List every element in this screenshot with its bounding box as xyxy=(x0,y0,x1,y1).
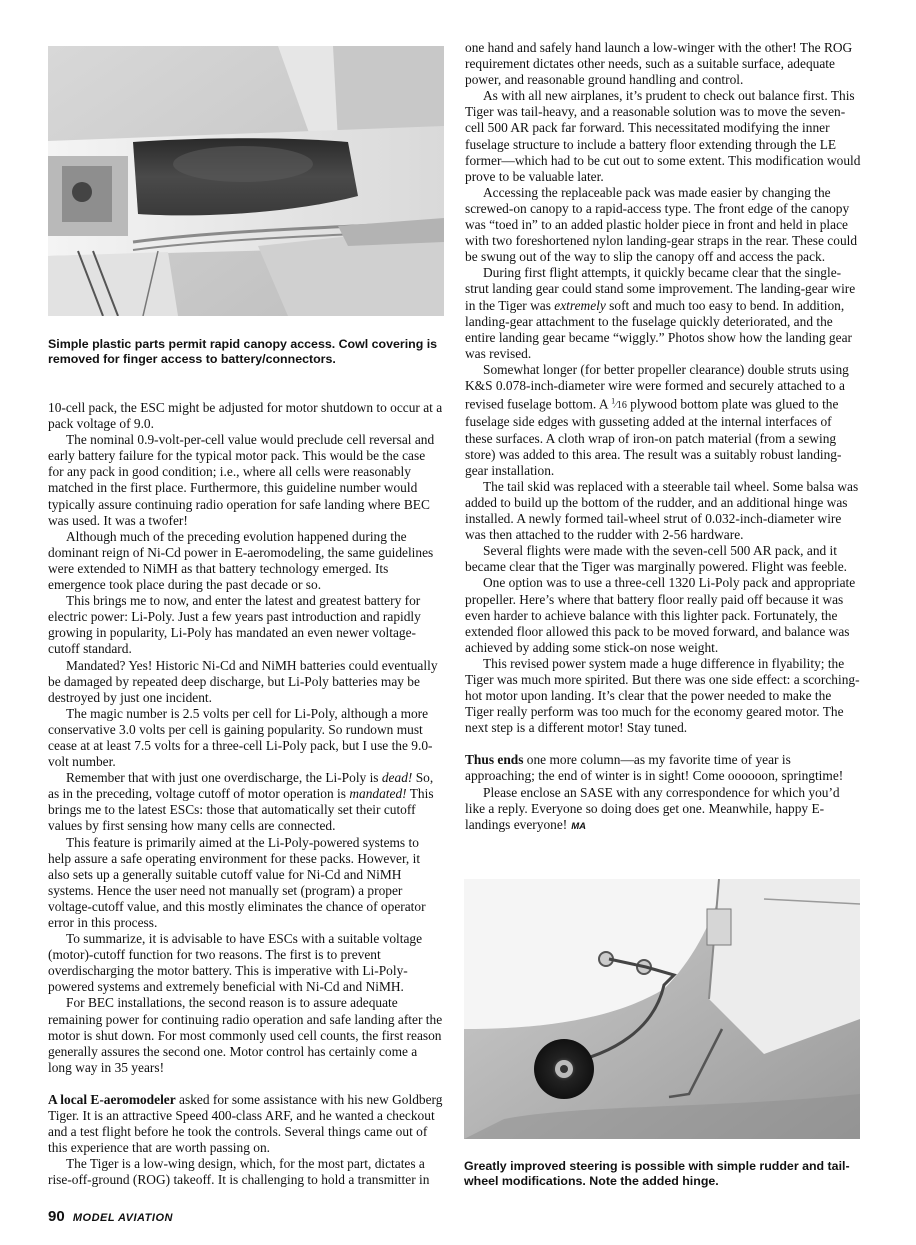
paragraph: Mandated? Yes! Historic Ni-Cd and NiMH batteries could eventually be damaged by repeated deep discharge, but Li-Poly batteries may be destroyed by just one incident. xyxy=(48,657,438,705)
paragraph: This brings me to now, and enter the latest and greatest battery for electric power: Li-Poly. Just a few years past introduction and rapidly growing in popularity, Li-Poly has mandated an even newer voltage-cutoff standard. xyxy=(48,593,421,657)
canopy-photo-caption: Simple plastic parts permit rapid canopy access. Cowl covering is removed for finger access to battery/connectors. xyxy=(48,337,438,366)
paragraph: The nominal 0.9-volt-per-cell value would preclude cell reversal and early battery failure for the typical motor pack. This would be the case for any pack in good condition; i.e., where all cells were reasonably matched in the first place. Furthermore, this guideline number would typically assure continuing radio operation for safe landing where BEC was used. It was a twofer! xyxy=(48,432,435,528)
paragraph xyxy=(465,362,861,479)
page-number: 90 xyxy=(48,1208,65,1225)
paragraph: To summarize, it is advisable to have ESCs with a suitable voltage (motor)-cutoff function for two reasons. The first is to prevent overdischarging the motor battery. This is imperative with Li-Poly-powered systems and extremely beneficial with Ni-Cd and NiMH. xyxy=(48,931,423,995)
emphasis: dead! xyxy=(381,770,413,786)
text-run: This brings me to the latest ESCs: those that automatically set their cutoff values by first sensing how many cells are connected. xyxy=(48,786,434,834)
tail-wheel-photo-illustration xyxy=(464,879,860,1139)
paragraph xyxy=(465,785,861,835)
page-footer xyxy=(48,1208,173,1225)
right-text-column xyxy=(465,40,861,835)
paragraph: one hand and safely hand launch a low-winger with the other! The ROG requirement dictates other needs, such as a suitable surface, adequate power, and reasonable ground handling and control. xyxy=(465,40,853,88)
end-mark: MA xyxy=(571,820,587,832)
left-text-column xyxy=(48,400,444,1189)
paragraph: The tail skid was replaced with a steerable tail wheel. Some balsa was added to build up the bottom of the rudder, and an additional hinge was installed. A newly formed tail-wheel strut of 0.032-inch-diameter wire was then attached to the rudder with 2-56 hardware. xyxy=(465,478,859,543)
section-lead-in: Thus ends xyxy=(465,752,524,768)
text-run: So, as in the preceding, voltage cutoff of motor operation is xyxy=(48,770,434,802)
paragraph xyxy=(465,265,861,362)
text-run: Somewhat longer (for better propeller clearance) double struts using K&S 0.078-inch-diameter wire were formed and securely attached to a revised fuselage bottom. A xyxy=(465,361,849,412)
emphasis: extremely xyxy=(554,297,606,313)
fraction-numerator: 1 xyxy=(611,397,616,407)
section-paragraph xyxy=(48,1092,444,1156)
paragraph: As with all new airplanes, it’s prudent to check out balance first. This Tiger was tail-heavy, and a reasonable solution was to move the seven-cell 500 AR pack far forward. This necessitated modifying the inner fuselage structure to include a battery floor extending through the LE former—which had to be cut out to some extent. This modification would prove to be valuable later. xyxy=(465,88,861,184)
paragraph xyxy=(48,770,444,834)
emphasis: mandated! xyxy=(349,786,407,802)
paragraph: Several flights were made with the seven-cell 500 AR pack, and it became clear that the Tiger was marginally powered. Flight was feeble. xyxy=(465,543,848,575)
paragraph: Although much of the preceding evolution happened during the dominant reign of Ni-Cd power in E-aeromodeling, the same guidelines were extended to NiMH as that battery technology emerged. Its emergence took place during the past decade or so. xyxy=(48,528,434,593)
section-paragraph xyxy=(465,752,861,784)
tail-wheel-photo-caption: Greatly improved steering is possible with simple rudder and tail-wheel modifications. Note the added hinge. xyxy=(464,1159,850,1188)
text-run: one more column—as my favorite time of year is approaching; the end of winter is in sight! Come oooooon, springtime! xyxy=(465,752,844,784)
paragraph: This feature is primarily aimed at the Li-Poly-powered systems to help assure a safe operating environment for these packs. However, it also sets up a generally suitable cutoff value for Ni-Cd and NiMH systems. Hence the user need not manually set (program) a proper voltage-cutoff value, and this mostly eliminates the chance of operator error in this process. xyxy=(48,834,426,930)
tail-wheel-photo xyxy=(464,879,860,1139)
text-run: During first flight attempts, it quickly became clear that the single-strut landing gear could stand some improvement. The landing-gear wire in the Tiger was xyxy=(465,265,856,313)
text-run: Please enclose an SASE with any correspondence for which you’d like a reply. Everyone so doing does get one. Meanwhile, happy E-landings everyone! xyxy=(465,784,840,832)
paragraph: For BEC installations, the second reason is to assure adequate remaining power for continuing radio operation and safe landing after the motor is shut down. For most commonly used cell counts, the first reason generally assures the second one. Motor control has certainly come a long way in 35 years! xyxy=(48,995,443,1075)
text-run: Remember that with just one overdischarge, the Li-Poly is xyxy=(66,770,382,786)
paragraph: This revised power system made a huge difference in flyability; the Tiger was much more spirited. But there was one side effect: a scorching-hot motor upon landing. It’s clear that the power needed to make the Tiger really perform was too much for the economy geared motor. The next step is a different motor! Stay tuned. xyxy=(465,655,860,736)
canopy-photo xyxy=(48,46,444,316)
fraction: $^1$⁄16 xyxy=(611,397,627,412)
paragraph: One option was to use a three-cell 1320 Li-Poly pack and appropriate propeller. Here’s where that battery floor really paid off because it was even harder to achieve balance with this lighter pack. Fortunately, the extended floor allowed this pack to be moved forward, and balance was achieved by adding some stick-on nose weight. xyxy=(465,575,856,655)
canopy-photo-illustration xyxy=(48,46,444,316)
paragraph: Accessing the replaceable pack was made easier by changing the screwed-on canopy to a rapid-access type. The front edge of the canopy was “toed in” to an added plastic holder piece in front and held in place with two foreshortened nylon landing-gear straps in the rear. These could be swung out of the way to slip the canopy off and access the pack. xyxy=(465,184,858,265)
text-run: soft and much too easy to bend. In addition, landing-gear attachment to the fuselage quickly deteriorated, and the entire landing gear became “wiggly.” Photos show how the landing gear was revised. xyxy=(465,297,852,361)
section-lead-in: A local E-aeromodeler xyxy=(48,1091,176,1107)
paragraph: The magic number is 2.5 volts per cell for Li-Poly, although a more conservative 3.0 volts per cell is gaining popularity. So rundown must cease at at least 7.5 volts for a three-cell Li-Poly pack, but I use the 9.0-volt number. xyxy=(48,705,433,770)
text-run: asked for some assistance with his new Goldberg Tiger. It is an attractive Speed 400-class ARF, and he wanted a checkout and a test flight before he took the controls. Several things came out of this experience that are worth passing on. xyxy=(48,1091,443,1156)
paragraph: The Tiger is a low-wing design, which, for the most part, dictates a rise-off-ground (ROG) takeoff. It is challenging to hold a transmitter in xyxy=(48,1156,430,1188)
paragraph: 10-cell pack, the ESC might be adjusted for motor shutdown to occur at a pack voltage of 9.0. xyxy=(48,400,443,432)
publication-name: MODEL AVIATION xyxy=(72,1212,173,1224)
text-run: plywood bottom plate was glued to the fuselage side edges with gusseting added at the internal interfaces of these surfaces. A cloth wrap of iron-on patch material (from a sewing store) was added to this area. The result was a suitably robust landing-gear installation. xyxy=(465,396,842,478)
fraction-denominator: 16 xyxy=(616,400,627,412)
